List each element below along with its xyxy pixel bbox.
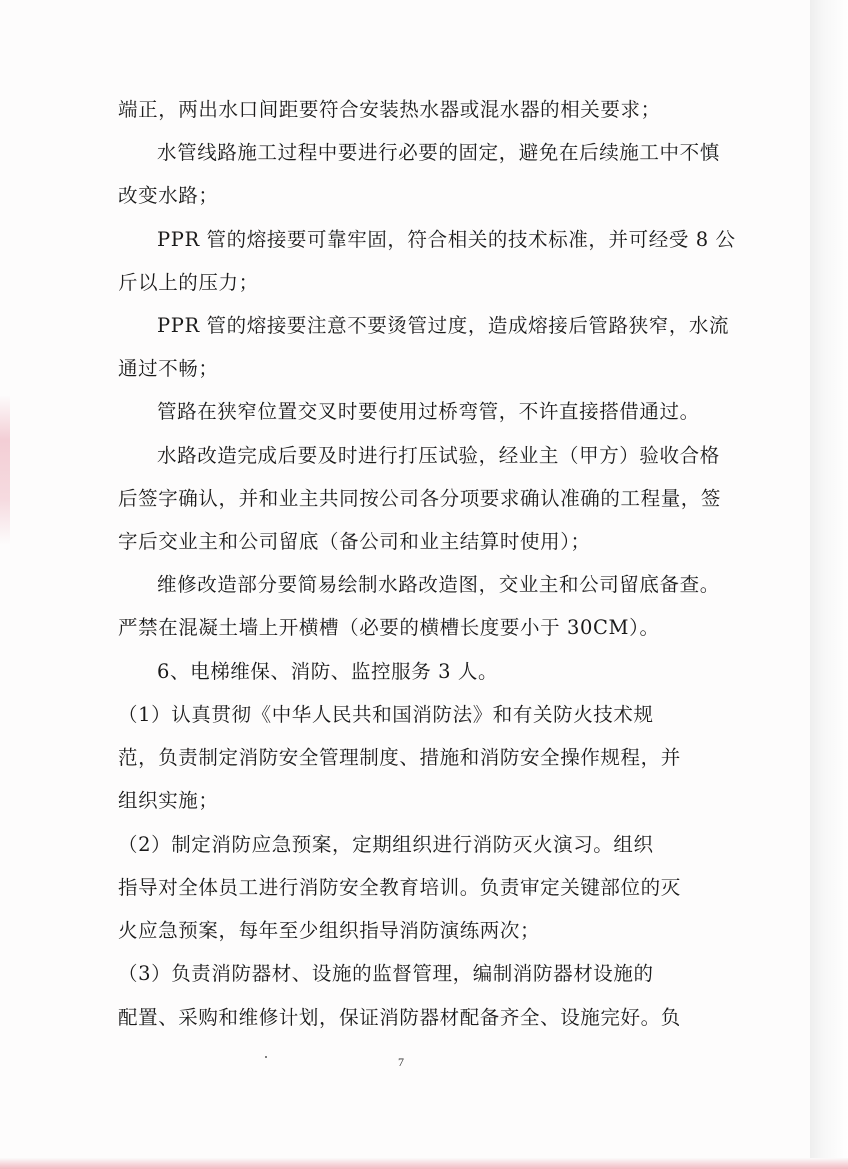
text-line: （2）制定消防应急预案，定期组织进行消防灭火演习。组织 <box>118 833 654 856</box>
scan-edge-stain <box>0 395 10 545</box>
text-line: 水路改造完成后要及时进行打压试验，经业主（甲方）验收合格 <box>157 444 720 467</box>
text-line: 火应急预案，每年至少组织指导消防演练两次； <box>118 919 541 942</box>
text-line: （3）负责消防器材、设施的监督管理，编制消防器材设施的 <box>118 962 654 985</box>
text-line: PPR 管的熔接要可靠牢固，符合相关的技术标准，并可经受 8 公 <box>157 228 736 251</box>
text-line: （1）认真贯彻《中华人民共和国消防法》和有关防火技术规 <box>118 703 654 726</box>
text-line: 严禁在混凝土墙上开横槽（必要的横槽长度要小于 30CM）。 <box>118 616 660 639</box>
text-line: 通过不畅； <box>118 357 219 380</box>
text-line: 配置、采购和维修计划，保证消防器材配备齐全、设施完好。负 <box>118 1006 681 1029</box>
text-line: 维修改造部分要简易绘制水路改造图，交业主和公司留底备查。 <box>157 573 720 596</box>
scan-edge-right <box>810 0 848 1169</box>
text-line: 端正，两出水口间距要符合安装热水器或混水器的相关要求； <box>118 98 661 121</box>
text-line: PPR 管的熔接要注意不要烫管过度，造成熔接后管路狭窄，水流 <box>157 314 730 337</box>
scan-speck <box>265 1056 267 1058</box>
text-line: 组织实施； <box>118 789 219 812</box>
text-line: 斤以上的压力； <box>118 271 259 294</box>
scan-edge-bottom <box>0 1158 848 1169</box>
text-line: 改变水路； <box>118 184 219 207</box>
text-line: 后签字确认，并和业主共同按公司各分项要求确认准确的工程量，签 <box>118 487 722 510</box>
text-line: 指导对全体员工进行消防安全教育培训。负责审定关键部位的灭 <box>118 876 681 899</box>
page-number: 7 <box>398 1055 404 1069</box>
text-line: 管路在狭窄位置交叉时要使用过桥弯管，不许直接搭借通过。 <box>157 400 700 423</box>
text-line: 范，负责制定消防安全管理制度、措施和消防安全操作规程，并 <box>118 746 681 769</box>
text-line: 6、电梯维保、消防、监控服务 3 人。 <box>157 660 499 683</box>
text-line: 水管线路施工过程中要进行必要的固定，避免在后续施工中不慎 <box>157 141 720 164</box>
text-line: 字后交业主和公司留底（备公司和业主结算时使用）； <box>118 530 591 553</box>
